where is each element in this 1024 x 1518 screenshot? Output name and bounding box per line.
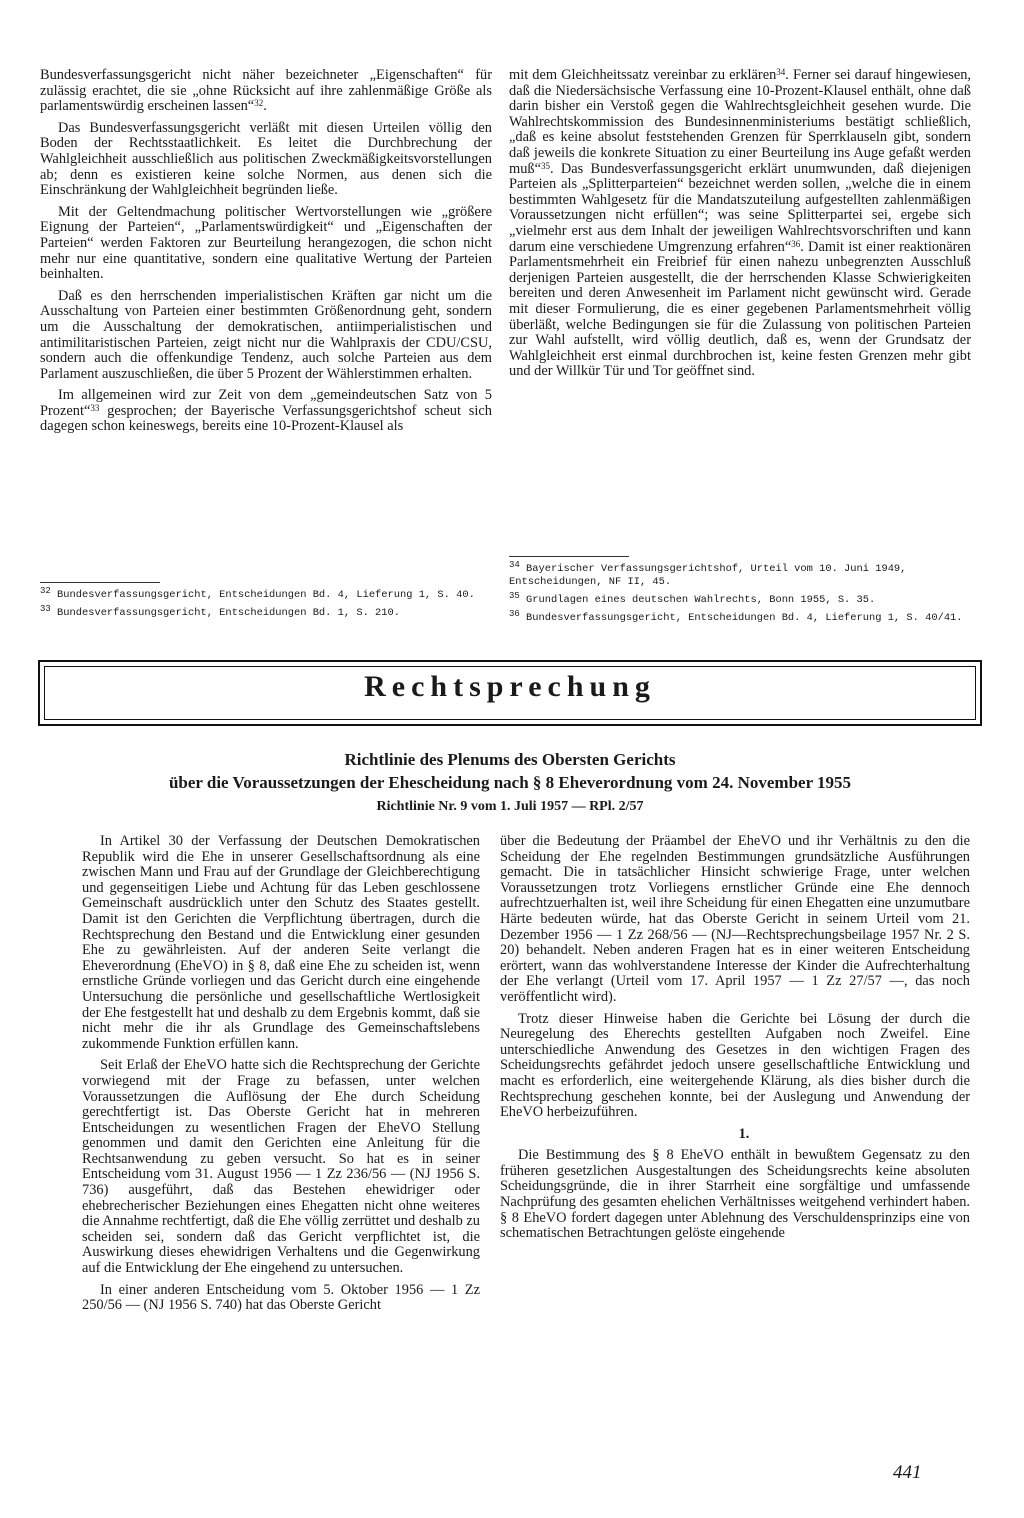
footnote-mark: 35 xyxy=(540,160,550,171)
top-left-column xyxy=(40,68,492,441)
paragraph: In Artikel 30 der Verfassung der Deutschen Demokratischen Republik wird die Ehe in unserer Gesellschaftsordnung als eine zwischen Mann und Frau auf der Grundlage der Gleichberechtigung und gegenseitigen Liebe und Achtung für das Leben geschlossene Gemeinschaft ausdrücklich unter den Schutz des Staates gestellt. Damit ist den Gerichten die Verpflichtung übertragen, durch die Rechtsprechung den Bestand und die Entwicklung einer gesunden Ehe zu gewährleisten. Auf der anderen Seite verlangt die Eheverordnung (EheVO) in § 8, daß eine Ehe zu scheiden ist, wenn ernstliche Gründe vorliegen und das Gericht durch eine eingehende Untersuchung die persönliche und gesellschaftliche Wertlosigkeit der Ehe festgestellt hat und deshalb zu dem Ergebnis kommt, daß sie nicht mehr die ihr als Grundlage des Gemeinschaftslebens zukommende Funktion erfüllen kann. xyxy=(82,833,480,1052)
paragraph-text: . Das Bundesverfassungsgericht erklärt unumwunden, daß diejenigen Parteien als „Splitterparteien“ bezeichnet werden sollen, „welche die in einem bestimmten Wahlgesetz für die Mandatszuteilung aufgestellten zahlenmäßigen Voraussetzungen nicht erfüllen“; was seine Splitterpartei sei, ergebe sich „vielmehr erst aus dem Inhalt der jeweiligen Wahlrechtsvorschriften und kann darum eine verschiedene Umgrenzung erfahren“ xyxy=(509,160,971,255)
paragraph: Daß es den herrschenden imperialistischen Kräften gar nicht um die Ausschaltung von Parteien einer bestimmten Größenordnung geht, sondern um die Ausschaltung der demokratischen, antiimperialistischen und antimilitaristischen Parteien, zeigt nicht nur die Wahlpraxis der CDU/CSU, sondern auch die offenkundige Tendenz, auch solche Parteien aus dem Parlament auszuschließen, die über 5 Prozent der Wählerstimmen erhalten. xyxy=(40,287,492,382)
footnote-number: 33 xyxy=(40,604,51,614)
article-title-line-1: Richtlinie des Plenums des Obersten Gerichts xyxy=(344,750,676,769)
footnote-text: Bundesverfassungsgericht, Entscheidungen Bd. 4, Lieferung 1, S. 40/41. xyxy=(519,612,963,624)
bottom-left-column xyxy=(82,834,480,1320)
footnote-mark: 36 xyxy=(791,238,801,249)
footnote xyxy=(40,604,492,620)
footnotes-right xyxy=(509,560,971,630)
bottom-right-column xyxy=(500,834,970,1248)
footnote xyxy=(509,560,971,589)
footnote xyxy=(509,609,971,625)
paragraph-text: Im allgemeinen wird zur Zeit von dem „gemeindeutschen Satz von 5 Prozent“ xyxy=(40,387,492,419)
footnote-rule xyxy=(40,582,160,583)
section-title: Rechtsprechung xyxy=(364,670,656,703)
top-right-column xyxy=(509,68,971,386)
footnote-rule xyxy=(509,556,629,557)
footnote-text: Bundesverfassungsgericht, Entscheidungen Bd. 1, S. 210. xyxy=(50,607,400,619)
footnote-text: Bundesverfassungsgericht, Entscheidungen Bd. 4, Lieferung 1, S. 40. xyxy=(50,589,475,601)
paragraph: über die Bedeutung der Präambel der EheVO und ihr Verhältnis zu den die Scheidung der Ehe regelnden Bestimmungen grundsätzliche Ausführungen gemacht. Die in tatsächlicher Hinsicht schwierige Frage, unter welchen Voraussetzungen trotz Vorliegens ernstlicher Gründe eine Ehe dennoch aufrechtzuerhalten ist, weil ihre Scheidung für einen Ehegatten eine unzumutbare Härte bedeuten würde, hat das Oberste Gericht in seinem Urteil vom 21. Dezember 1956 — 1 Zz 268/56 — (NJ—Rechtsprechungsbeilage 1957 Nr. 2 S. 20) behandelt. Neben anderen Fragen hat es in einer weiteren Entscheidung erörtert, wann das wohlverstandene Interesse der Kinder die Aufrechterhaltung der Ehe verlangt (Urteil vom 17. April 1957 — 1 Zz 27/57 —, das noch veröffentlicht wird). xyxy=(500,833,970,1005)
footnote-mark: 33 xyxy=(90,402,100,413)
paragraph xyxy=(509,68,971,380)
footnote-number: 32 xyxy=(40,586,51,596)
footnote-number: 35 xyxy=(509,591,520,601)
paragraph: Das Bundesverfassungsgericht verläßt mit diesen Urteilen völlig den Boden der Rechtsstaatlichkeit. Es leitet die Durchbrechung der Wahlgleichheit ausschließlich aus politischen Zweckmäßigkeitsvorstellungen ab; denn es existieren keine solche Normen, aus denen sich die Einschränkung der Wahlgleichheit begründen ließe. xyxy=(40,119,492,199)
paragraph-text: gesprochen; der Bayerische Verfassungsgerichtshof scheut sich dagegen schon keineswegs, bereits eine 10-Prozent-Klausel als xyxy=(40,402,492,435)
paragraph: Trotz dieser Hinweise haben die Gerichte bei Lösung der durch die Neuregelung des Eherechts gestellten Aufgaben noch Zweifel. Eine unterschiedliche Anwendung des Gesetzes in den wichtigen Fragen des Scheidungsrechts gefährdet jedoch unsere gesellschaftliche Entwicklung und macht es erforderlich, eine weitergehende Klärung, als dies bisher durch die Rechtsprechung geschehen konnte, bei der Auslegung und Anwendung der EheVO herbeizuführen. xyxy=(500,1010,970,1121)
footnote-mark: 32 xyxy=(254,98,264,109)
footnote-number: 34 xyxy=(509,560,520,570)
section-number: 1. xyxy=(738,1125,750,1142)
paragraph: Seit Erlaß der EheVO hatte sich die Rechtsprechung der Gerichte vorwiegend mit der Frage zu befassen, unter welchen Voraussetzungen die Auflösung der Ehe durch Scheidung gerechtfertigt ist. Das Oberste Gericht hat in mehreren Entscheidungen zu wesentlichen Fragen der EheVO Stellung genommen und damit den Gerichten eine Anleitung für die Rechtsanwendung zu geben versucht. So hat es in seiner Entscheidung vom 31. August 1956 — 1 Zz 236/56 — (NJ 1956 S. 736) ausgeführt, daß das Bestehen ehewidriger oder ehebrecherischer Beziehungen eines Ehegatten nicht ohne weiteres die Annahme rechtfertigt, daß die Ehe völlig zerrüttet und deshalb zu scheiden sei, sondern daß das Gericht verpflichtet ist, die Auswirkung dieses ehewidrigen Verhaltens und die Gegenwirkung auf die Entwicklung der Ehe eingehend zu untersuchen. xyxy=(82,1057,480,1277)
paragraph: Mit der Geltendmachung politischer Wertvorstellungen wie „größere Eignung der Parteien“, „Parlamentswürdigkeit“ und „Eigenschaften der Parteien“ werden Faktoren zur Beurteilung herangezogen, die schon nicht mehr nur eine quantitative, sondern eine qualitative Wertung der Parteien beinhalten. xyxy=(40,203,492,283)
article-title-line-2: über die Voraussetzungen der Ehescheidung nach § 8 Eheverordnung vom 24. November 1955 xyxy=(168,773,852,792)
footnote-mark: 34 xyxy=(776,67,786,77)
paragraph-text: mit dem Gleichheitssatz vereinbar zu erklären xyxy=(509,67,777,83)
section-header-box xyxy=(38,660,982,726)
footnote xyxy=(40,586,492,602)
footnote xyxy=(509,591,971,607)
article-subtitle: Richtlinie Nr. 9 vom 1. Juli 1957 — RPl. 2/57 xyxy=(376,799,644,814)
paragraph-text: Bundesverfassungsgericht nicht näher bezeichneter „Eigenschaften“ für zulässig erachtet, die sie „ohne Rücksicht auf ihre zahlenmäßige Größe als parlamentswürdig erscheinen lassen“ xyxy=(40,67,492,115)
paragraph: Bundesverfassungsgericht nicht näher bezeichneter „Eigenschaften“ für zulässig erachtet, die sie „ohne Rücksicht auf ihre zahlenmäßige Größe als parlamentswürdig erscheinen lassen“$^{32}$. xyxy=(40,67,492,115)
footnote-number: 36 xyxy=(509,609,520,619)
paragraph: Die Bestimmung des § 8 EheVO enthält in bewußtem Gegensatz zu den früheren gesetzlichen Ausgestaltungen des Scheidungsrechts keine absoluten Scheidungsgründe, die in ihrer Starrheit eine sorgfältige und umfassende Nachprüfung des gesamten ehelichen Verhältnisses weitgehend verhindert haben. § 8 EheVO fordert dagegen unter Ablehnung des Verschuldensprinzips eine von schematischen Betrachtungen gelöste eingehende xyxy=(500,1147,970,1242)
paragraph-text: . Ferner sei darauf hingewiesen, daß die Niedersächsische Verfassung eine 10-Prozent-Klausel enthält, ohne daß darin bisher ein Verstoß gegen die Wahlrechtsgleichheit gesehen wurde. Die Wahlrechtskommission des Bundesinnenministeriums bestätigt schließlich, „daß es keine absolut feststehenden Grenzen für Sperrklauseln gibt, sondern daß jeweils die konkrete Situation zu einer Beurteilung ins Auge gefaßt werden muß“ xyxy=(509,67,972,177)
paragraph xyxy=(40,388,492,435)
footnote-text: Bayerischer Verfassungsgerichtshof, Urteil vom 10. Juni 1949, Entscheidungen, NF II, 45. xyxy=(509,563,907,588)
paragraph: In einer anderen Entscheidung vom 5. Oktober 1956 — 1 Zz 250/56 — (NJ 1956 S. 740) hat das Oberste Gericht xyxy=(82,1281,480,1314)
footnote-text: Grundlagen eines deutschen Wahlrechts, Bonn 1955, S. 35. xyxy=(519,594,876,606)
paragraph-text: . Damit ist einer reaktionären Parlamentsmehrheit ein Freibrief für einen nahezu unbegrenzten Ausschluß derjenigen Parteien ausgestellt, die der herrschenden Klasse Schwierigkeiten bereiten und deren Anwesenheit im Parlament nicht gewünscht wird. Gerade mit dieser Formulierung, die es einer gegebenen Parlamentsmehrheit völlig überläßt, welche Bedingungen sie für die Zulassung von politischen Parteien zur Wahl aufstellt, wird völlig deutlich, daß es, wenn der Grundsatz der Wahlgleichheit erst einmal durchbrochen ist, keine festen Grenzen mehr gibt und der Willkür Tür und Tor geöffnet sind. xyxy=(509,238,971,380)
footnotes-left xyxy=(40,586,492,625)
page-number: 441 xyxy=(893,1462,922,1483)
